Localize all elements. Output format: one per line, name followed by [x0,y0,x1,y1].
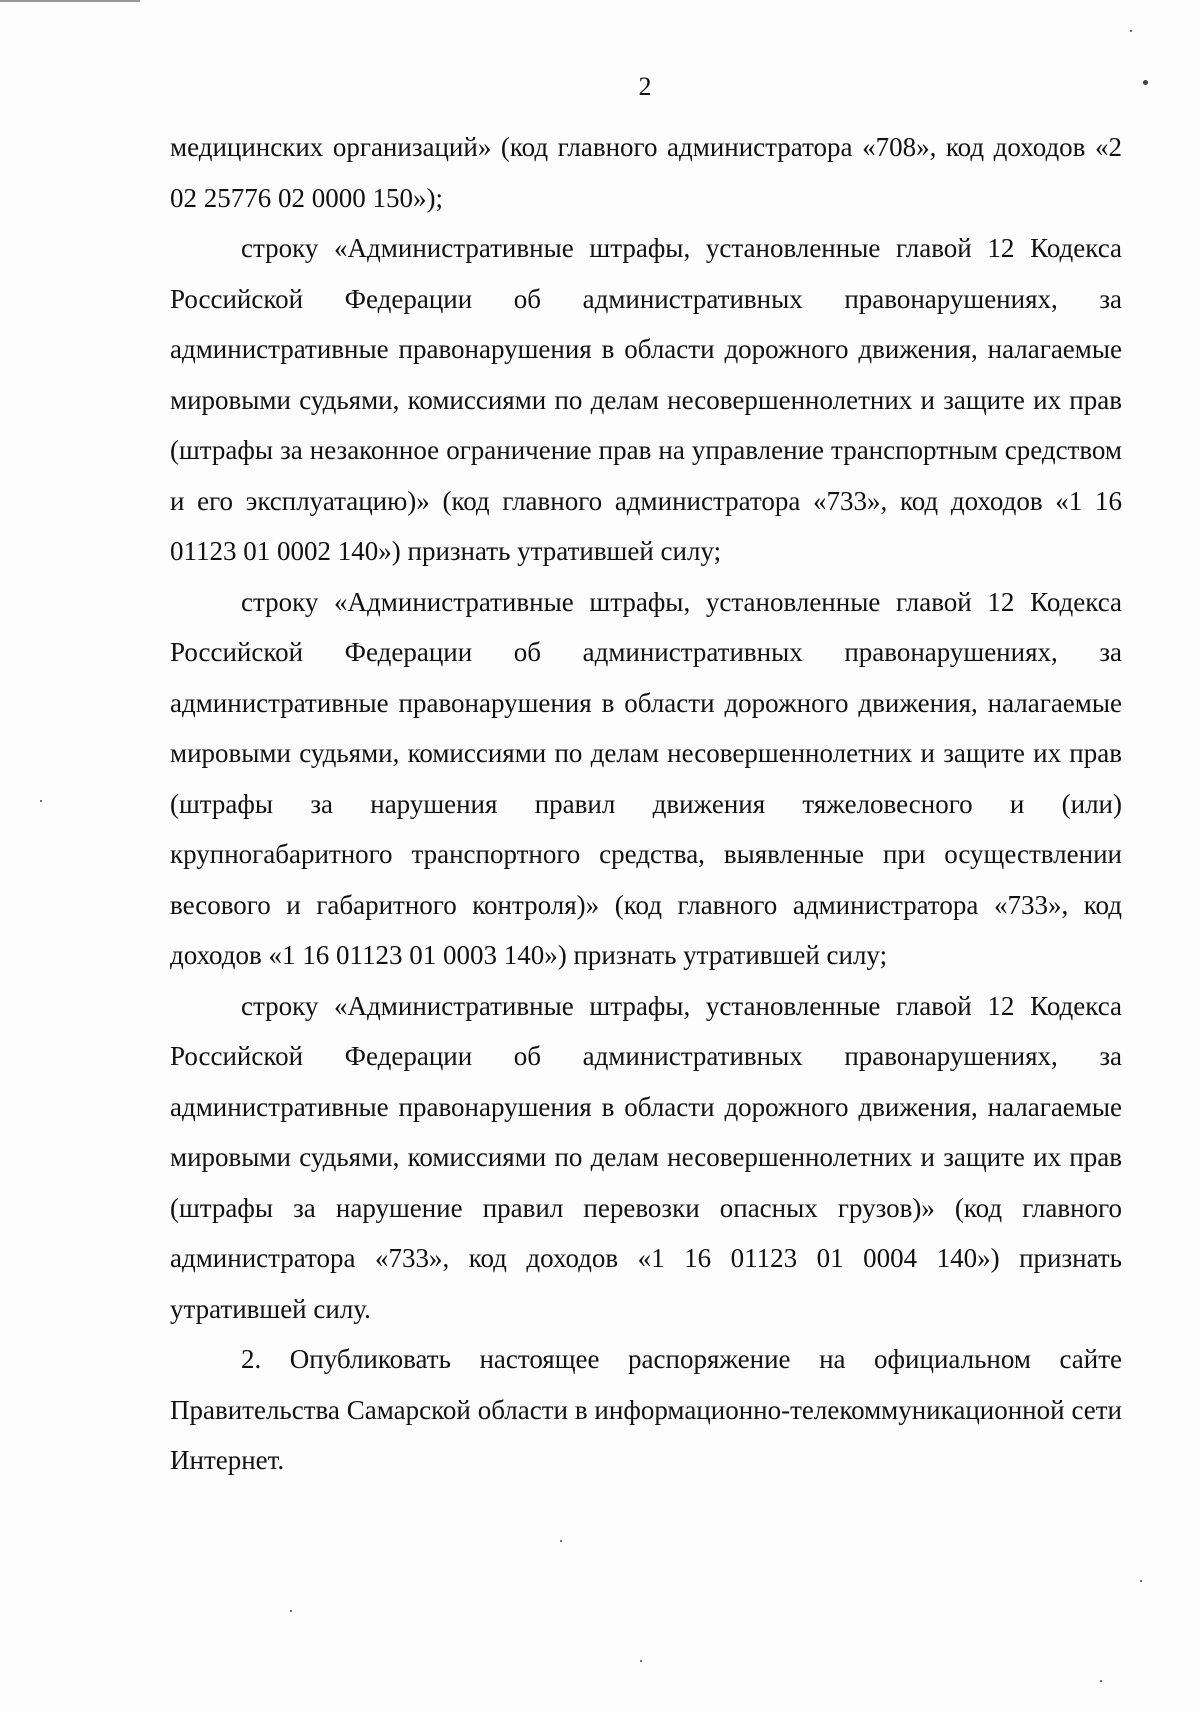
scan-speck [1140,1580,1142,1582]
paragraph-publication: 2. Опубликовать настоящее распоряжение на официальном сайте Правительства Самарской области в информационно-телекоммуникационной сети Интернет. [170,1344,1122,1475]
scan-speck [560,1540,562,1542]
document-body [170,122,1122,1486]
scan-speck [1143,80,1148,85]
scan-speck [1130,30,1132,32]
scan-speck [1100,1680,1102,1682]
paragraph-fine-restriction: строку «Административные штрафы, установленные главой 12 Кодекса Российской Федерации об административных правонарушениях, за административные правонарушения в области дорожного движения, налагаемые мировыми судьями, комиссиями по делам несовершеннолетних и защите их прав (штрафы за незаконное ограничение прав на управление транспортным средством и его эксплуатацию)» (код главного администратора «733», код доходов «1 16 01123 01 0002 140») признать утратившей силу; [170,233,1122,566]
paragraph-fine-dangerous-goods: строку «Административные штрафы, установленные главой 12 Кодекса Российской Федерации об административных правонарушениях, за административные правонарушения в области дорожного движения, налагаемые мировыми судьями, комиссиями по делам несовершеннолетних и защите их прав (штрафы за нарушение правил перевозки опасных грузов)» (код главного администратора «733», код доходов «1 16 01123 01 0004 140») признать утратившей силу. [170,990,1122,1324]
paragraph-fine-heavy-vehicles: строку «Административные штрафы, установленные главой 12 Кодекса Российской Федерации об административных правонарушениях, за административные правонарушения в области дорожного движения, налагаемые мировыми судьями, комиссиями по делам несовершеннолетних и защите их прав (штрафы за нарушения правил движения тяжеловесного и (или) крупногабаритного транспортного средства, выявленные при осуществлении весового и габаритного контроля)» (код главного администратора «733», код доходов «1 16 01123 01 0003 140») признать утратившей силу; [170,586,1122,970]
scan-speck [640,1660,642,1662]
scan-edge-line [0,0,140,2]
scan-speck [40,800,42,802]
paragraph-continuation: медицинских организаций» (код главного администратора «708», код доходов «2 02 25776 02 0000 150»); [170,132,1122,213]
page-number: 2 [638,72,652,101]
scan-speck [290,1610,292,1612]
